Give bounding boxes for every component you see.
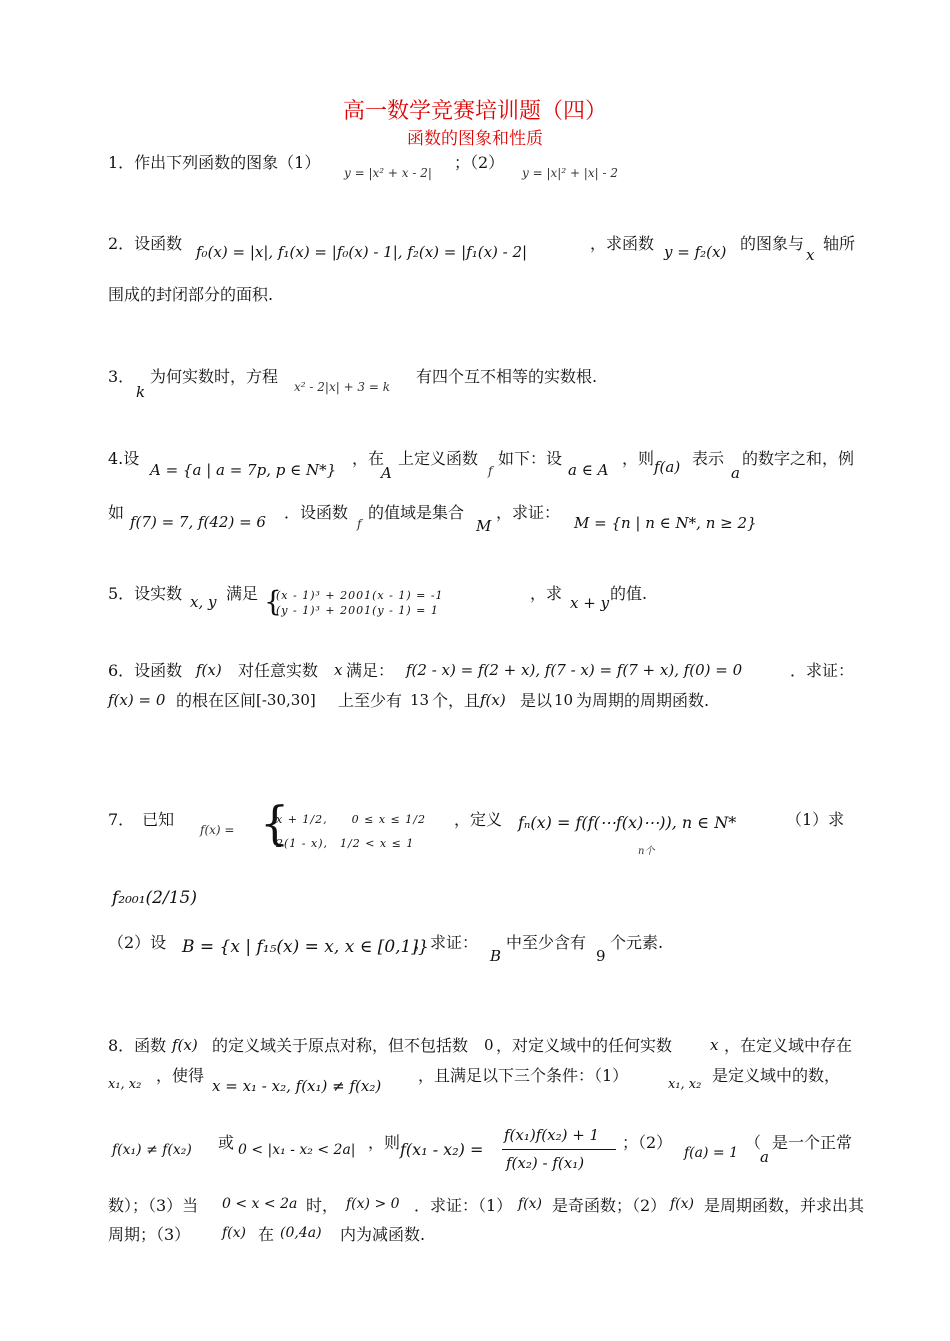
- q2-formula-2: y = f₂(x): [664, 243, 727, 261]
- q8-fraction-denominator: f(x₂) - f(x₁): [506, 1154, 585, 1172]
- q7-line3-formula-1: B = {x | f₁₅(x) = x, x ∈ [0,1]}: [182, 937, 429, 957]
- q8-line4-text-d: 是奇函数；（2）: [552, 1196, 667, 1215]
- q8-text-a: 8．函数: [108, 1036, 167, 1055]
- q4-formula-6: a: [731, 464, 740, 482]
- q4-line2-text-c: 的值域是集合: [368, 503, 465, 522]
- q6-text-b: 对任意实数: [238, 661, 319, 680]
- q8-line4-text-c: ．求证：（1）: [414, 1196, 513, 1215]
- q8-line4-text-a: 数）；（3）当: [108, 1196, 199, 1215]
- q4-line2-formula-4: M = {n | n ∈ N*, n ≥ 2}: [574, 514, 757, 532]
- q4-text-b: ，在: [352, 449, 385, 468]
- q5-brace-icon: {: [264, 585, 282, 618]
- q8-line3-formula-2: 0 < |x₁ - x₂ < 2a|: [238, 1142, 356, 1158]
- q6-line2-formula-4: f(x): [480, 691, 506, 709]
- q1-formula-1: y = |x² + x - 2|: [344, 166, 432, 180]
- q4-text-c: 上定义函数: [398, 449, 479, 468]
- q5-text-c: ，求: [530, 584, 563, 603]
- q6-line2-text-c: 上至少有: [338, 691, 403, 710]
- q8-line2-formula-2: x = x₁ - x₂, f(x₁) ≠ f(x₂): [212, 1077, 382, 1095]
- q2-text-a: 2．设函数: [108, 234, 183, 253]
- q7-f-of-x: f(x) =: [200, 823, 235, 837]
- q6-line2-text-e: 是以: [520, 691, 553, 710]
- q7-formula-f2001: f₂₀₀₁(2/15): [112, 888, 197, 908]
- q8-line5-text-a: 周期；（3）: [108, 1225, 191, 1244]
- q6-text-c: 满足：: [346, 661, 395, 680]
- q8-line3-formula-1: f(x₁) ≠ f(x₂): [112, 1142, 192, 1158]
- q4-text-f: 表示: [692, 449, 725, 468]
- q6-line2-text-d: 个，且: [432, 691, 481, 710]
- q7-text-b: ，定义: [454, 810, 503, 829]
- q7-line3-text-b: ，求证：: [414, 933, 479, 952]
- q7-text-a: 7． 已知: [108, 810, 175, 829]
- q4-line2-formula-1: f(7) = 7, f(42) = 6: [130, 513, 266, 531]
- q2-text-d: 轴所: [823, 234, 856, 253]
- q3-text-c: 有四个互不相等的实数根.: [416, 367, 598, 386]
- q8-line3-formula-3: f(x₁ - x₂) =: [400, 1140, 484, 1159]
- q4-formula-4: a ∈ A: [568, 461, 609, 479]
- q3-text-a: 3．: [108, 367, 135, 386]
- q4-line2-text-d: ，求证：: [496, 503, 561, 522]
- q8-line4-text-b: 时，: [306, 1196, 339, 1215]
- q4-text-g: 的数字之和，例: [742, 449, 855, 468]
- q8-formula-1: f(x): [172, 1036, 198, 1054]
- q8-formula-2: 0: [484, 1036, 494, 1054]
- q3-formula-1: k: [136, 383, 146, 401]
- q5-formula-2: x + y: [570, 594, 610, 612]
- q2-formula-1: f₀(x) = |x|, f₁(x) = |f₀(x) - 1|, f₂(x) = |f₁(x) - 2|: [196, 243, 528, 261]
- q7-line3-text-d: 个元素.: [610, 933, 664, 952]
- q8-formula-3: x: [710, 1036, 719, 1054]
- q6-line2-formula-1: f(x) = 0: [108, 691, 166, 709]
- q8-line3-text-f: 是一个正常: [772, 1133, 853, 1152]
- q6-text-a: 6．设函数: [108, 661, 183, 680]
- q1-formula-2: y = |x|² + |x| - 2: [522, 166, 618, 180]
- q8-line4-formula-1: 0 < x < 2a: [222, 1196, 298, 1212]
- q1-text-a: 1．作出下列函数的图象（1）: [108, 153, 321, 172]
- q7-n-times-label: n个: [638, 846, 655, 857]
- q2-text-b: ，求函数: [590, 234, 655, 253]
- q8-line2-text-c: ，且满足以下三个条件：（1）: [418, 1066, 629, 1085]
- q8-line5-text-c: 内为减函数.: [340, 1225, 426, 1244]
- q6-formula-3: f(2 - x) = f(2 + x), f(7 - x) = f(7 + x), f(0) = 0: [406, 661, 743, 679]
- q4-formula-5: f(a): [654, 458, 681, 476]
- q8-line3-formula-5: a: [760, 1148, 769, 1166]
- q8-fraction-bar: [502, 1149, 616, 1150]
- q7-case-1: x + 1/2, 0 ≤ x ≤ 1/2: [276, 813, 426, 826]
- q5-formula-1: x, y: [190, 593, 217, 611]
- q7-line3-text-a: （2）设: [108, 933, 167, 952]
- q4-line2-text-b: ．设函数: [284, 503, 349, 522]
- q6-formula-2: x: [334, 661, 343, 679]
- q7-formula-fn: fₙ(x) = f(f(⋯f(x)⋯)), n ∈ N*: [518, 813, 737, 832]
- q8-line3-text-e: （: [745, 1133, 762, 1152]
- q4-line2-formula-3: M: [476, 517, 492, 535]
- q8-text-b: 的定义域关于原点对称，但不包括数: [212, 1036, 469, 1055]
- page-title: 高一数学竞赛培训题（四）: [342, 99, 607, 124]
- q7-line3-formula-3: 9: [596, 947, 606, 965]
- q4-text-a: 4.设: [108, 449, 140, 468]
- q8-text-d: ，在定义域中存在: [724, 1036, 853, 1055]
- q8-line2-text-b: ，使得: [156, 1066, 205, 1085]
- q8-fraction-numerator: f(x₁)f(x₂) + 1: [504, 1126, 600, 1144]
- q8-line2-text-d: 是定义域中的数，: [712, 1066, 841, 1085]
- q3-text-b: 为何实数时，方程: [150, 367, 279, 386]
- q8-line3-formula-4: f(a) = 1: [684, 1145, 738, 1161]
- q4-formula-1: A = {a | a = 7p, p ∈ N*}: [150, 461, 337, 479]
- q8-line5-text-b: 在: [258, 1225, 275, 1244]
- q4-text-d: 如下：设: [498, 449, 563, 468]
- q2-formula-3: x: [806, 246, 815, 264]
- q8-line3-text-b: 或: [218, 1133, 235, 1152]
- q8-line3-text-c: ，则: [368, 1133, 401, 1152]
- page-subtitle: 函数的图象和性质: [407, 129, 543, 149]
- q6-text-d: ．求证：: [790, 661, 855, 680]
- q6-line2-text-f: 为周期的周期函数.: [576, 691, 710, 710]
- q4-formula-2: A: [381, 464, 392, 482]
- q6-line2-formula-3: 13: [410, 691, 430, 709]
- q5-system-eq-2: (y - 1)³ + 2001(y - 1) = 1: [276, 604, 439, 617]
- q5-text-d: 的值.: [610, 584, 648, 603]
- q5-system-eq-1: (x - 1)³ + 2001(x - 1) = -1: [276, 589, 444, 602]
- q8-line4-formula-4: f(x): [670, 1196, 695, 1212]
- q6-line2-formula-2: [-30,30]: [256, 691, 316, 709]
- q1-text-b: ；（2）: [454, 153, 505, 172]
- q4-formula-3: f: [488, 464, 493, 478]
- q7-text-c: （1）求: [786, 810, 845, 829]
- q6-line2-text-b: 的根在区间: [176, 691, 257, 710]
- q8-line5-formula-1: f(x): [222, 1225, 247, 1241]
- q8-line4-formula-2: f(x) > 0: [346, 1196, 400, 1212]
- q8-line4-text-e: 是周期函数，并求出其: [704, 1196, 865, 1215]
- q7-brace-icon: {: [260, 796, 290, 850]
- q8-line3-text-d: ；（2）: [622, 1133, 673, 1152]
- q4-line2-formula-2: f: [357, 517, 362, 531]
- q4-line2-text-a: 如: [108, 503, 125, 522]
- q2-line-2: 围成的封闭部分的面积.: [108, 285, 274, 304]
- q8-line5-formula-2: (0,4a): [280, 1225, 322, 1241]
- q8-text-c: ，对定义域中的任何实数: [496, 1036, 673, 1055]
- q4-text-e: ，则: [622, 449, 655, 468]
- q7-case-2: 2(1 - x), 1/2 < x ≤ 1: [276, 837, 415, 850]
- q7-line3-formula-2: B: [490, 947, 502, 965]
- q6-formula-1: f(x): [196, 661, 222, 679]
- q5-text-b: 满足: [226, 584, 259, 603]
- q5-text-a: 5．设实数: [108, 584, 183, 603]
- q2-text-c: 的图象与: [740, 234, 805, 253]
- q3-formula-2: x² - 2|x| + 3 = k: [294, 380, 391, 394]
- q7-line3-text-c: 中至少含有: [506, 933, 587, 952]
- q8-line2-formula-3: x₁, x₂: [668, 1077, 702, 1092]
- q6-line2-formula-5: 10: [554, 691, 574, 709]
- q8-line2-formula-1: x₁, x₂: [108, 1077, 142, 1092]
- q8-line4-formula-3: f(x): [518, 1196, 543, 1212]
